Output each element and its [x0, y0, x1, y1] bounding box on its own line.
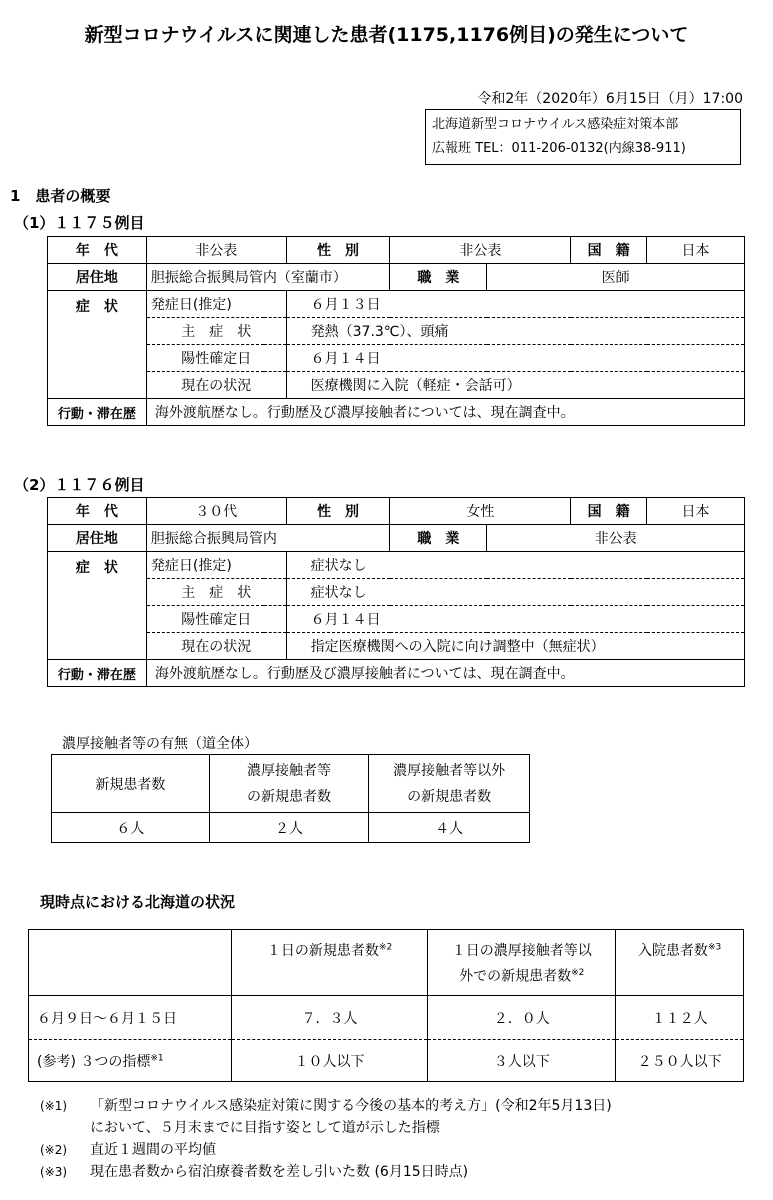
new-patients-header: 新規患者数: [52, 755, 210, 813]
footnote: [40, 1161, 760, 1183]
status-label: 現在の状況: [146, 633, 286, 660]
onset-label: 発症日(推定): [146, 552, 286, 579]
header-line: の新規患者数: [407, 788, 492, 805]
daily-new-header: [231, 930, 428, 996]
inpatients-header: [616, 930, 744, 996]
occupation-value: 医師: [487, 264, 745, 291]
residence-label: 居住地: [48, 525, 147, 552]
inpatients-target: ２５０人以下: [616, 1040, 744, 1082]
history-label: 行動・滞在歴: [48, 660, 147, 687]
page-title: 新型コロナウイルスに関連した患者(1175,1176例目)の発生について: [84, 24, 689, 46]
footnote-mark: (※3): [40, 1165, 68, 1179]
footnote: [40, 1117, 760, 1139]
hokkaido-table: [28, 929, 744, 1082]
header-text: １日の新規患者数: [266, 943, 379, 959]
footnote-mark: ※1: [150, 1052, 164, 1063]
corner-cell: [29, 930, 232, 996]
footnote: [40, 1139, 760, 1161]
new-patients-value: ６人: [52, 813, 210, 843]
header-line: 濃厚接触者等: [246, 762, 331, 779]
hokkaido-caption: 現時点における北海道の状況: [40, 893, 236, 911]
contacts-table: [51, 754, 530, 843]
daily-non-contact-value: ２．０人: [428, 996, 616, 1040]
footnote-text: 「新型コロナウイルス感染症対策に関する今後の基本的考え方」(令和2年5月13日): [90, 1098, 612, 1114]
footnote-mark: ※2: [378, 942, 393, 953]
sex-value: 女性: [390, 498, 571, 525]
age-value: ３０代: [146, 498, 286, 525]
positive-value: ６月１４日: [286, 345, 744, 372]
patient-heading: （1）１１７５例目: [14, 214, 145, 232]
residence-value: 胆振総合振興局管内: [146, 525, 390, 552]
footnote-text: 現在患者数から宿泊療養者数を差し引いた数 (6月15日時点): [90, 1164, 469, 1180]
close-contact-value: ２人: [209, 813, 369, 843]
onset-label: 発症日(推定): [146, 291, 286, 318]
footnote-text: 直近１週間の平均値: [90, 1142, 216, 1158]
indicator-label: [29, 1040, 232, 1082]
status-value: 医療機関に入院（軽症・会話可）: [286, 372, 744, 399]
symptoms-label: 症 状: [48, 552, 147, 579]
header-text: 入院患者数: [637, 943, 708, 959]
nationality-label: 国 籍: [571, 498, 647, 525]
footnote-mark: ※2: [571, 968, 585, 978]
section-heading: 1 患者の概要: [10, 187, 111, 205]
close-contact-header: [209, 755, 369, 813]
patient-table: [47, 236, 745, 426]
age-label: 年 代: [48, 237, 147, 264]
symptoms-label: 症 状: [48, 291, 147, 318]
footnote-mark: (※1): [40, 1099, 68, 1113]
indicator-text: (参考) ３つの指標: [37, 1053, 151, 1070]
footnote-mark: ※3: [707, 942, 722, 953]
occupation-value: 非公表: [487, 525, 745, 552]
header-line: 濃厚接触者等以外: [393, 762, 506, 779]
positive-label: 陽性確定日: [146, 345, 286, 372]
footnotes: [40, 1095, 760, 1183]
residence-label: 居住地: [48, 264, 147, 291]
main-symptom-label: 主 症 状: [146, 579, 286, 606]
header-line: の新規患者数: [246, 788, 331, 805]
inpatients-value: １１２人: [616, 996, 744, 1040]
nationality-label: 国 籍: [571, 237, 647, 264]
main-symptom-value: 症状なし: [286, 579, 744, 606]
patient-heading: （2）１１７６例目: [14, 476, 145, 494]
daily-new-value: ７．３人: [231, 996, 428, 1040]
status-value: 指定医療機関への入院に向け調整中（無症状）: [286, 633, 744, 660]
occupation-label: 職 業: [390, 525, 487, 552]
daily-non-contact-header: [428, 930, 616, 996]
contact-box: [425, 109, 741, 165]
period-label: ６月９日～６月１５日: [29, 996, 232, 1040]
nationality-value: 日本: [647, 498, 745, 525]
sex-value: 非公表: [390, 237, 571, 264]
footnote-text: において、５月末までに目指す姿として道が示した指標: [90, 1120, 440, 1136]
history-value: 海外渡航歴なし。行動歴及び濃厚接触者については、現在調査中。: [146, 660, 744, 687]
status-label: 現在の状況: [146, 372, 286, 399]
main-symptom-label: 主 症 状: [146, 318, 286, 345]
positive-value: ６月１４日: [286, 606, 744, 633]
footnote: [40, 1095, 760, 1117]
header-line: １日の濃厚接触者等以: [451, 943, 592, 959]
history-value: 海外渡航歴なし。行動歴及び濃厚接触者については、現在調査中。: [146, 399, 744, 426]
residence-value: 胆振総合振興局管内（室蘭市）: [146, 264, 390, 291]
history-label: 行動・滞在歴: [48, 399, 147, 426]
footnote-mark: (※2): [40, 1143, 68, 1157]
age-label: 年 代: [48, 498, 147, 525]
non-contact-value: ４人: [369, 813, 530, 843]
nationality-value: 日本: [647, 237, 745, 264]
patient-table: [47, 497, 745, 687]
header-line: 外での新規患者数: [459, 968, 572, 985]
onset-value: 症状なし: [286, 552, 744, 579]
non-contact-header: [369, 755, 530, 813]
positive-label: 陽性確定日: [146, 606, 286, 633]
daily-new-target: １０人以下: [231, 1040, 428, 1082]
release-date: 令和2年（2020年）6月15日（月）17:00: [477, 91, 743, 107]
sex-label: 性 別: [286, 498, 390, 525]
contact-phone: 広報班 TEL：011-206-0132(内線38-911): [432, 141, 686, 156]
main-symptom-value: 発熱（37.3℃）、頭痛: [286, 318, 744, 345]
contact-org: 北海道新型コロナウイルス感染症対策本部: [432, 117, 679, 132]
daily-non-contact-target: ３人以下: [428, 1040, 616, 1082]
occupation-label: 職 業: [390, 264, 487, 291]
contacts-caption: 濃厚接触者等の有無（道全体）: [62, 736, 258, 752]
age-value: 非公表: [146, 237, 286, 264]
onset-value: ６月１３日: [286, 291, 744, 318]
sex-label: 性 別: [286, 237, 390, 264]
